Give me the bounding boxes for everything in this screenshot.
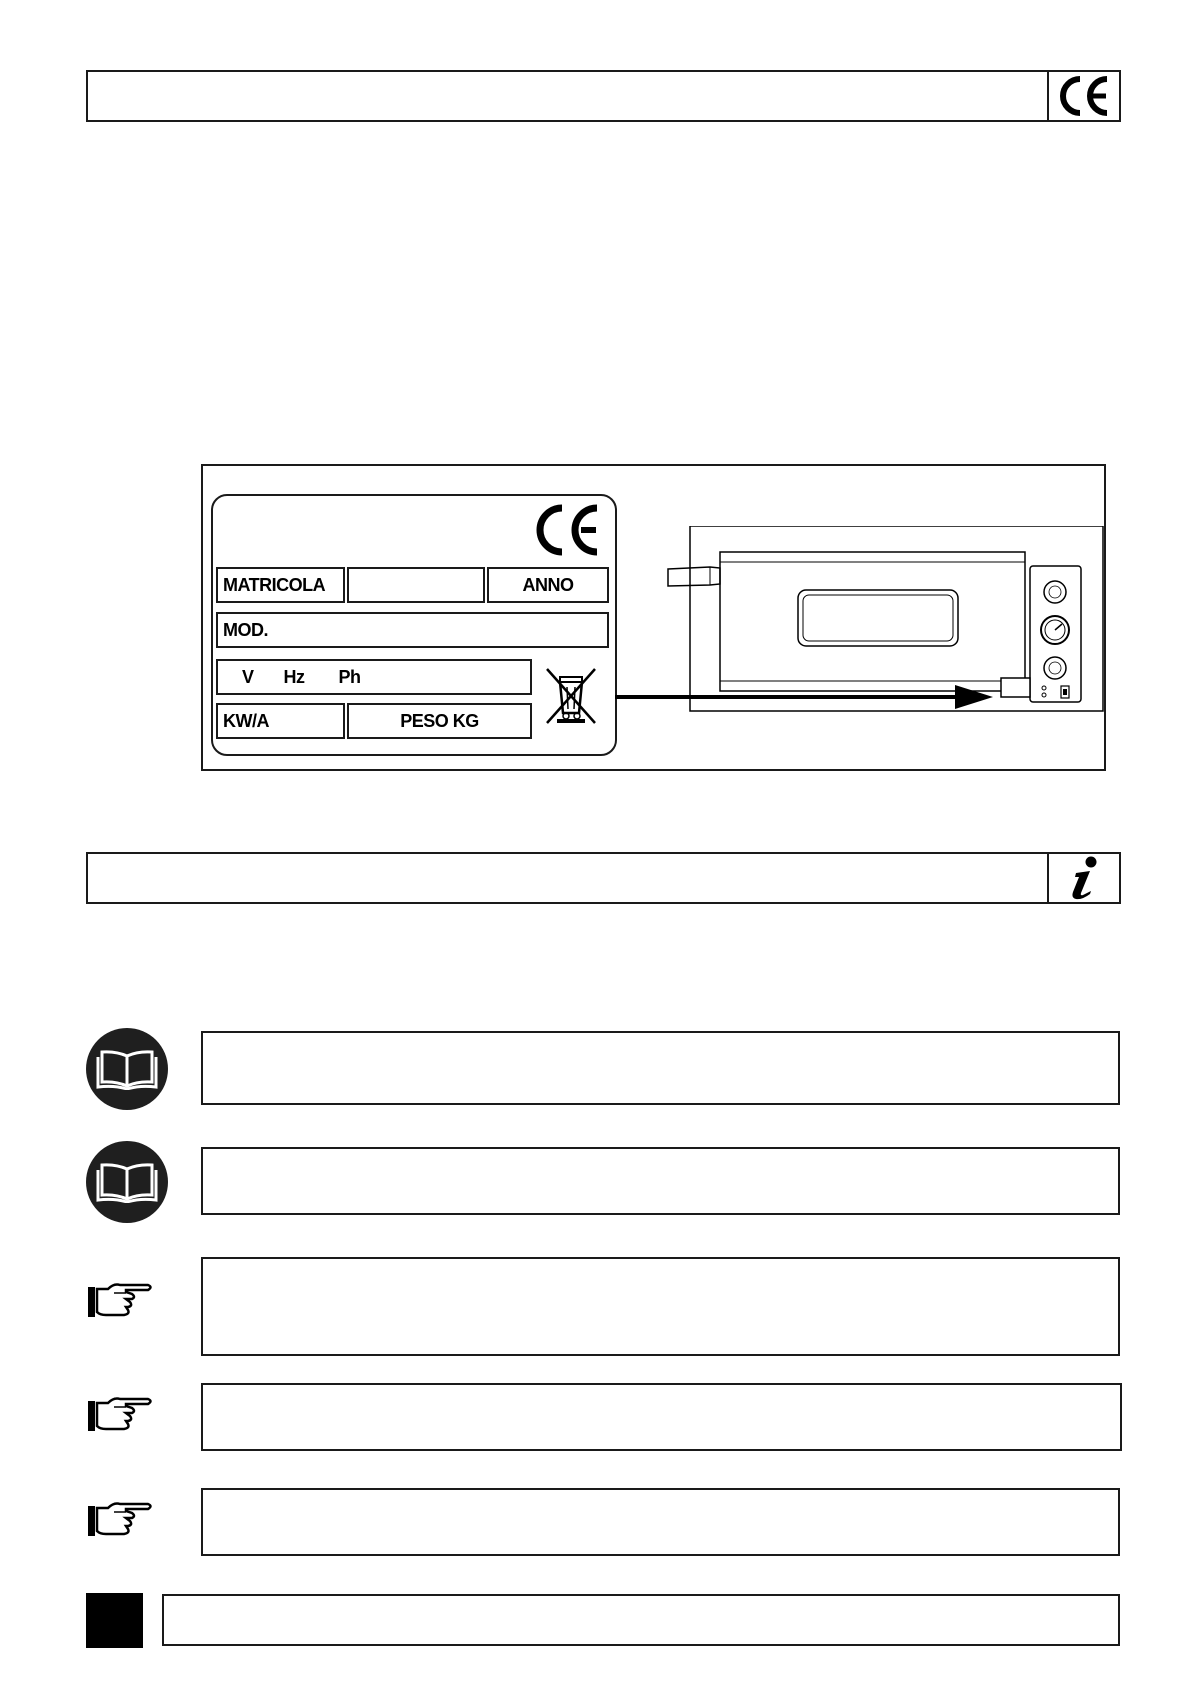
electrical-row bbox=[216, 659, 532, 695]
book-icon bbox=[86, 1141, 168, 1223]
section-header-ce bbox=[86, 70, 1121, 122]
notice-box-2 bbox=[201, 1147, 1120, 1215]
footer-bar bbox=[162, 1594, 1120, 1646]
plate-ce-mark-icon bbox=[531, 502, 603, 558]
anno-label: ANNO bbox=[487, 567, 609, 603]
pointing-hand-icon bbox=[86, 1279, 154, 1323]
notice-box-3 bbox=[201, 1257, 1120, 1356]
phase-label: Ph bbox=[338, 666, 361, 687]
pointing-hand-icon bbox=[86, 1393, 154, 1437]
page-number-block bbox=[86, 1593, 143, 1648]
pointing-hand-icon bbox=[86, 1498, 154, 1542]
data-plate-figure bbox=[201, 464, 1106, 771]
mod-label: MOD. bbox=[216, 612, 609, 648]
data-plate bbox=[211, 494, 617, 756]
info-icon bbox=[1064, 855, 1104, 901]
crossed-bin-icon bbox=[543, 667, 599, 725]
book-icon bbox=[86, 1028, 168, 1110]
ce-mark-icon bbox=[1055, 74, 1113, 118]
notice-box-1 bbox=[201, 1031, 1120, 1105]
matricola-value bbox=[347, 567, 485, 603]
hertz-label: Hz bbox=[283, 666, 305, 687]
volt-label: V bbox=[242, 666, 254, 687]
ce-cell bbox=[1047, 72, 1119, 120]
oven-illustration bbox=[658, 526, 1104, 716]
notice-box-4 bbox=[201, 1383, 1122, 1451]
info-cell bbox=[1047, 854, 1119, 902]
section-header-info bbox=[86, 852, 1121, 904]
kwa-label: KW/A bbox=[216, 703, 345, 739]
matricola-label: MATRICOLA bbox=[216, 567, 345, 603]
notice-box-5 bbox=[201, 1488, 1120, 1556]
peso-label: PESO KG bbox=[347, 703, 532, 739]
